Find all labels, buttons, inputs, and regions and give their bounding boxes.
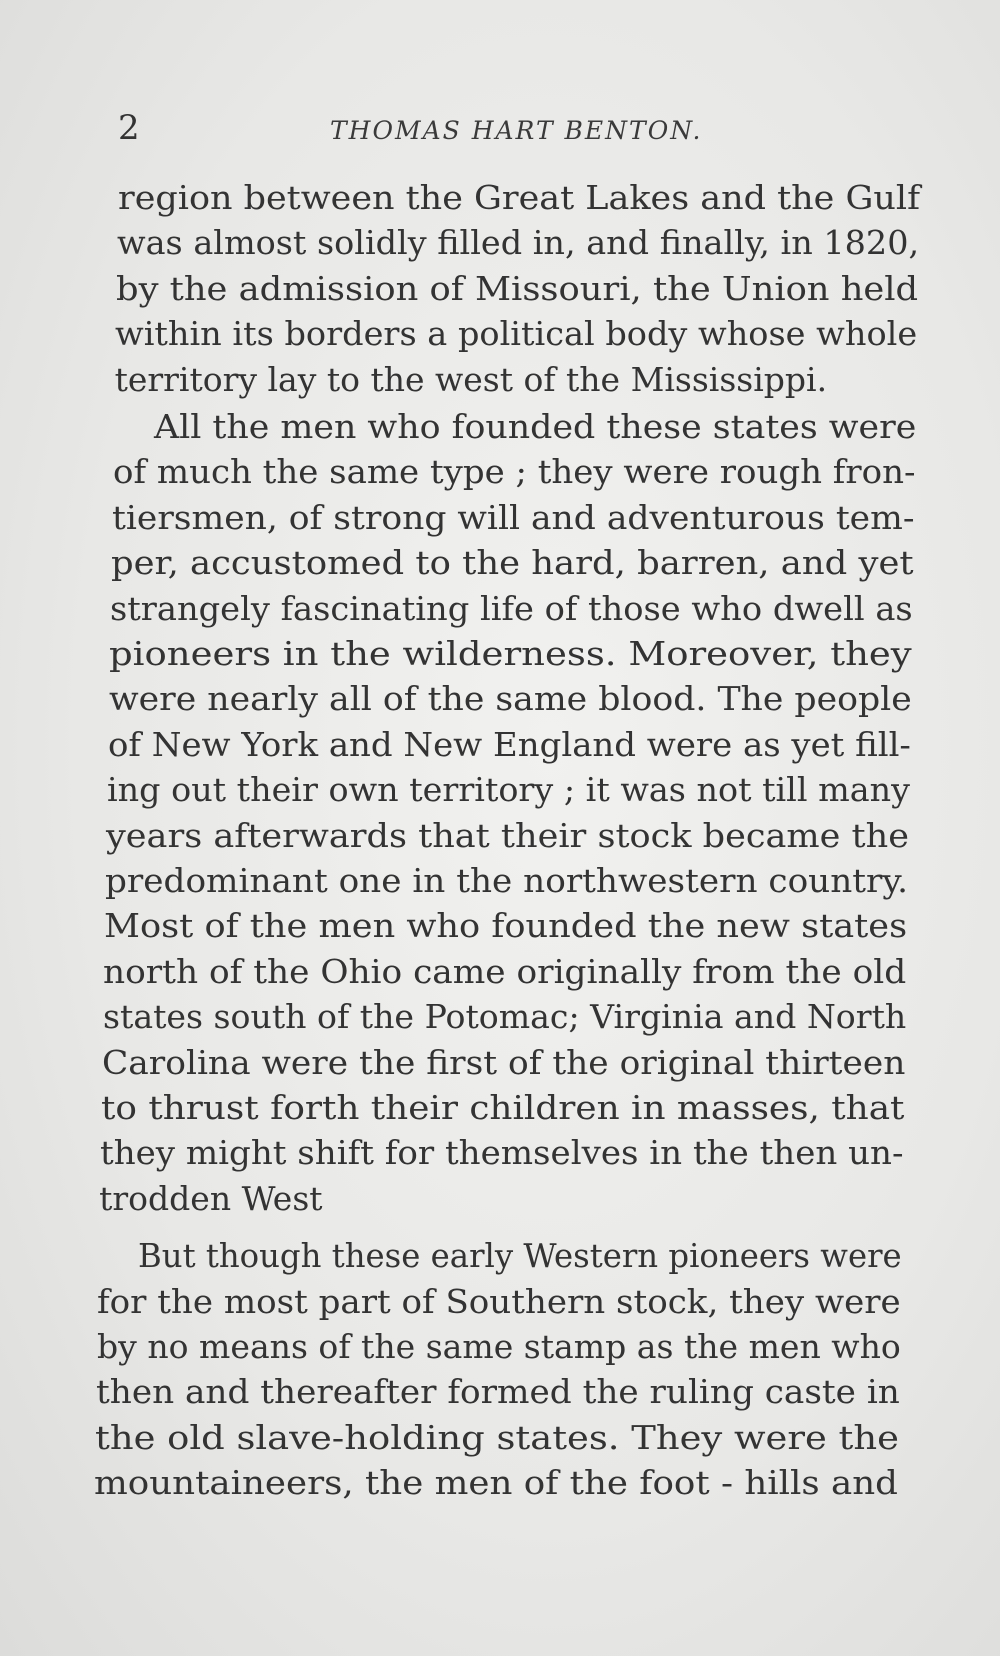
text-line: tiersmen, of strong will and adventurous tem- [112, 497, 915, 537]
text-line: ing out their own territory ; it was not till many [106, 770, 910, 810]
text-line: of New York and New England were as yet fill- [107, 724, 911, 764]
text-line: trodden West [99, 1178, 323, 1218]
running-title: THOMAS HART BENTON. [330, 116, 703, 145]
text-line: years afterwards that their stock became the [106, 815, 909, 855]
text-line: then and thereafter formed the ruling caste in [95, 1372, 900, 1412]
text-line: by no means of the same stamp as the men who [96, 1327, 901, 1366]
text-line: of much the same type ; they were rough fron- [112, 452, 916, 492]
running-head [118, 108, 918, 152]
text-line: But though these early Western pioneers were [138, 1236, 902, 1276]
text-line: Most of the men who founded the new states [104, 906, 908, 946]
text-line: Carolina were the first of the original thirteen [101, 1042, 906, 1082]
text-line: states south of the Potomac; Virginia and North [102, 997, 906, 1037]
text-line: strangely fascinating life of those who dwell as [110, 588, 913, 628]
text-line: region between the Great Lakes and the Gulf [118, 178, 921, 217]
text-line: pioneers in the wilderness. Moreover, they [109, 634, 913, 673]
page-number: 2 [118, 108, 140, 148]
text-line: by the admission of Missouri, the Union held [116, 268, 919, 308]
text-line: within its borders a political body whose whole [115, 314, 918, 354]
text-line: per, accustomed to the hard, barren, and yet [111, 543, 914, 583]
text-line: north of the Ohio came originally from the old [103, 951, 907, 991]
text-line: were nearly all of the same blood. The people [108, 679, 912, 719]
text-line: for the most part of Southern stock, they were [97, 1281, 902, 1321]
text-line: mountaineers, the men of the foot - hills and [94, 1463, 898, 1503]
text-line: the old slave-holding states. They were the [94, 1417, 899, 1457]
text-line: they might shift for themselves in the then un- [100, 1133, 904, 1173]
text-line: was almost solidly filled in, and finally, in 1820, [117, 223, 920, 263]
text-line: predominant one in the northwestern country. [105, 861, 909, 900]
text-line: territory lay to the west of the Mississippi. [114, 359, 828, 399]
text-line: All the men who founded these states were [153, 407, 917, 446]
text-line: to thrust forth their children in masses, that [100, 1088, 905, 1127]
